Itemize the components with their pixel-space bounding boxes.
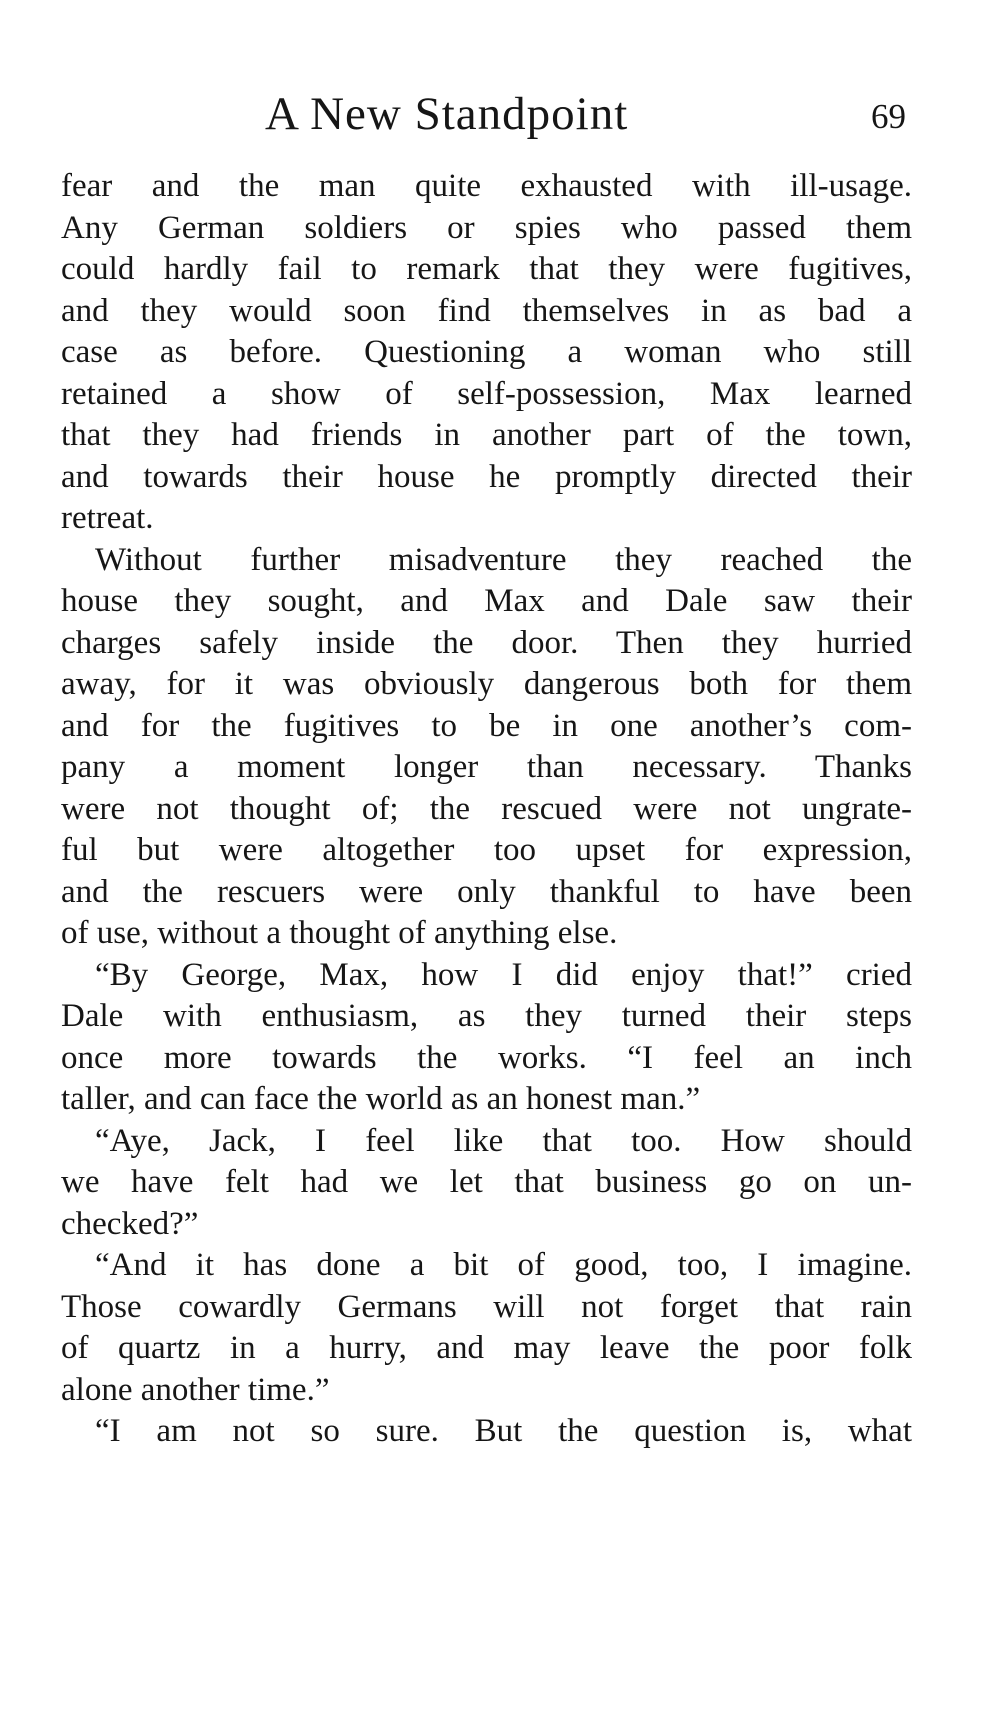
text-line: we have felt had we let that business go on un- xyxy=(61,1164,912,1200)
text-line: Those cowardly Germans will not forget that rain xyxy=(61,1288,912,1325)
text-line: Dale with enthusiasm, as they turned their steps xyxy=(61,998,912,1034)
page-number: 69 xyxy=(871,97,906,136)
text-line: charges safely inside the door. Then they hurried xyxy=(61,624,912,661)
text-line: retreat. xyxy=(61,500,154,536)
text-line: and towards their house he promptly directed their xyxy=(61,458,912,495)
text-line: away, for it was obviously dangerous both for them xyxy=(61,666,912,702)
text-line: retained a show of self-possession, Max learned xyxy=(61,375,912,412)
text-line: pany a moment longer than necessary. Thanks xyxy=(61,749,912,785)
text-line: could hardly fail to remark that they were fugitives, xyxy=(61,251,912,287)
text-line: Without further misadventure they reached the xyxy=(95,541,912,578)
text-line: ful but were altogether too upset for expression, xyxy=(61,832,912,868)
text-line: house they sought, and Max and Dale saw their xyxy=(61,583,912,619)
running-title: A New Standpoint xyxy=(265,88,629,140)
text-line: “By George, Max, how I did enjoy that!” cried xyxy=(95,956,912,993)
text-line: were not thought of; the rescued were not ungrate- xyxy=(61,790,912,827)
text-line: that they had friends in another part of the town, xyxy=(61,417,912,453)
text-line: fear and the man quite exhausted with ill-usage. xyxy=(61,168,912,204)
text-line: of quartz in a hurry, and may leave the poor folk xyxy=(61,1330,912,1366)
text-line: Any German soldiers or spies who passed them xyxy=(61,209,912,246)
text-line: “And it has done a bit of good, too, I imagine. xyxy=(95,1247,912,1283)
text-line: taller, and can face the world as an honest man.” xyxy=(61,1081,701,1117)
text-line: and for the fugitives to be in one another’s com- xyxy=(61,707,912,744)
page-header xyxy=(0,84,1000,164)
text-line: and they would soon find themselves in as bad a xyxy=(61,292,912,329)
body-text xyxy=(61,166,912,1453)
text-line: checked?” xyxy=(61,1205,199,1242)
text-line: “Aye, Jack, I feel like that too. How should xyxy=(95,1122,912,1159)
text-line: alone another time.” xyxy=(61,1371,330,1408)
text-line: “I am not so sure. But the question is, what xyxy=(95,1413,912,1449)
text-line: of use, without a thought of anything else. xyxy=(61,915,618,951)
text-line: and the rescuers were only thankful to have been xyxy=(61,873,912,910)
text-line: case as before. Questioning a woman who still xyxy=(61,334,912,370)
text-line: once more towards the works. “I feel an inch xyxy=(61,1039,912,1076)
